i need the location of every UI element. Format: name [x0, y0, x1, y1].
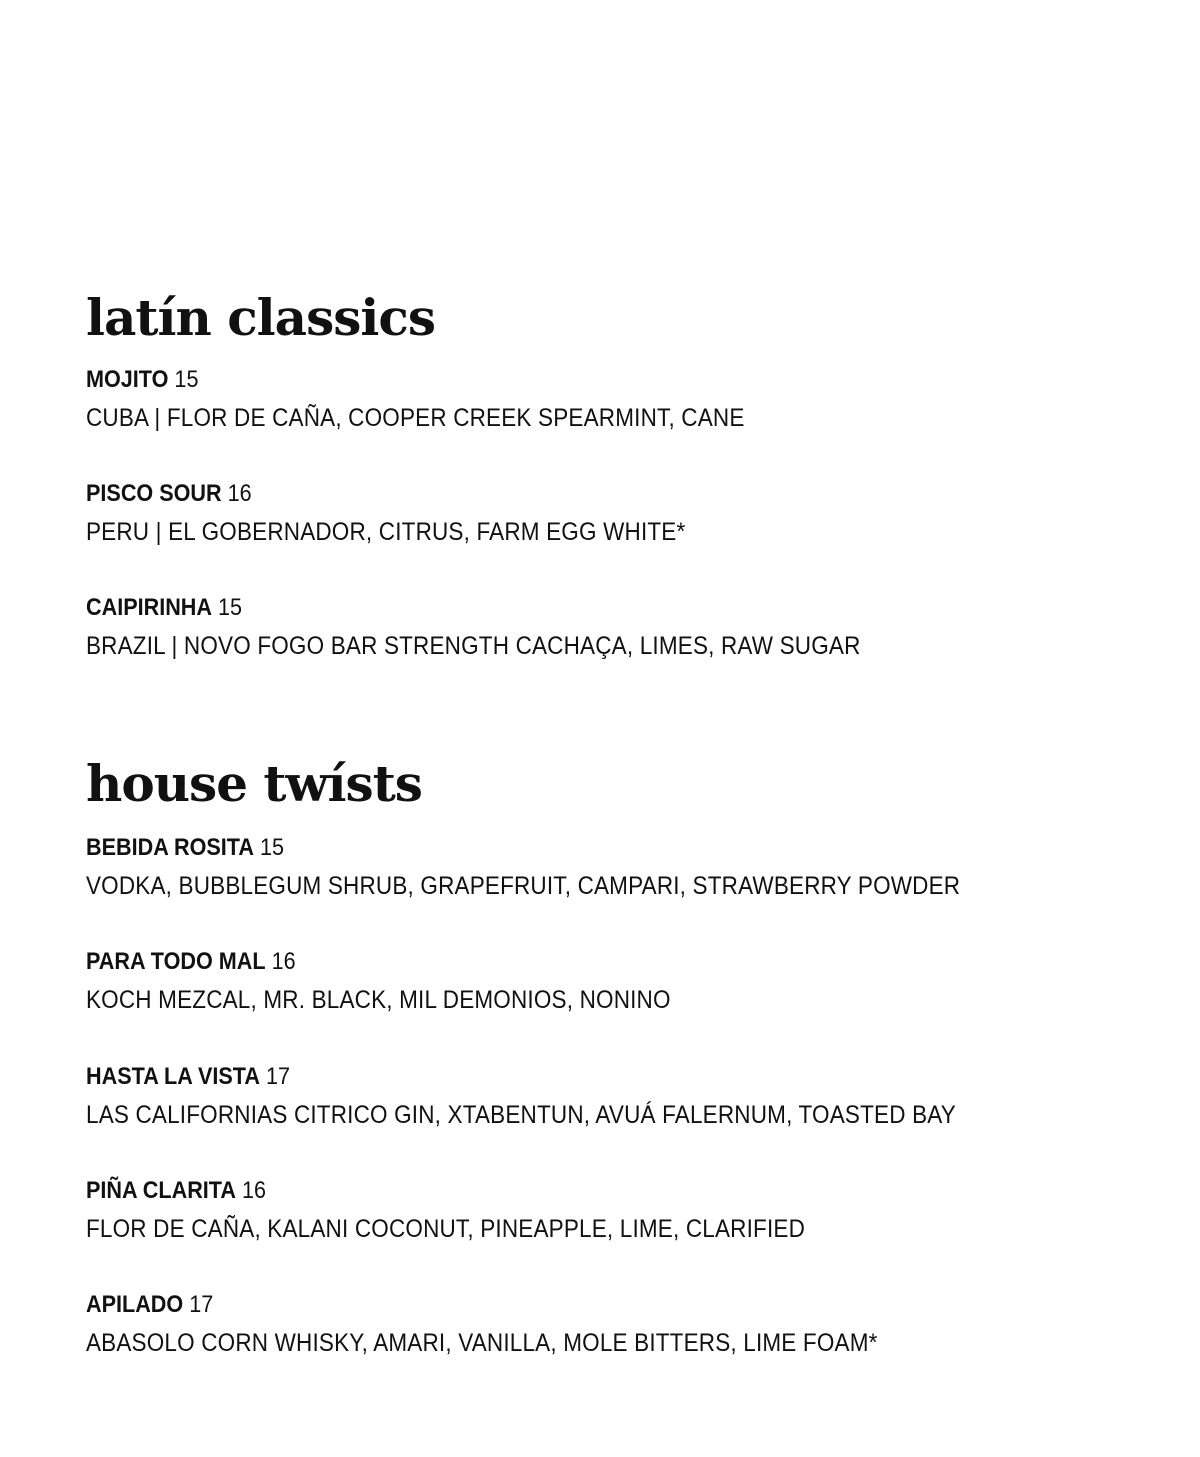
- item-heading: [86, 948, 1058, 976]
- menu-item: [86, 1063, 1166, 1129]
- section-title-house-twists: house twísts: [86, 754, 422, 813]
- item-description: CUBA | FLOR DE CAÑA, COOPER CREEK SPEARMINT, CANE: [86, 404, 745, 432]
- item-heading: [86, 366, 1058, 394]
- item-heading: [86, 1063, 1058, 1091]
- item-price: 16: [241, 1177, 267, 1204]
- item-price: 15: [260, 834, 285, 861]
- item-name: MOJITO: [86, 366, 169, 393]
- item-name: CAIPIRINHA: [86, 594, 213, 621]
- item-description: FLOR DE CAÑA, KALANI COCONUT, PINEAPPLE, LIME, CLARIFIED: [86, 1215, 806, 1243]
- section-title-latin-classics: latín classics: [86, 288, 435, 347]
- menu-item: [86, 834, 1166, 900]
- menu-item: [86, 1177, 1166, 1243]
- item-name: PARA TODO MAL: [86, 948, 266, 975]
- menu-item: [86, 1291, 1166, 1357]
- menu-item: [86, 948, 1166, 1014]
- item-name: APILADO: [86, 1291, 184, 1318]
- item-price: 15: [174, 366, 199, 393]
- item-heading: [86, 594, 1058, 622]
- item-price: 16: [227, 480, 252, 507]
- item-name: PISCO SOUR: [86, 480, 222, 507]
- item-description: KOCH MEZCAL, MR. BLACK, MIL DEMONIOS, NONINO: [86, 986, 671, 1014]
- menu-item: [86, 480, 1166, 546]
- item-description: ABASOLO CORN WHISKY, AMARI, VANILLA, MOLE BITTERS, LIME FOAM*: [86, 1329, 878, 1357]
- item-description: PERU | EL GOBERNADOR, CITRUS, FARM EGG WHITE*: [86, 518, 686, 546]
- item-heading: [86, 1177, 1058, 1205]
- item-description: VODKA, BUBBLEGUM SHRUB, GRAPEFRUIT, CAMPARI, STRAWBERRY POWDER: [86, 872, 961, 900]
- item-name: BEBIDA ROSITA: [86, 834, 255, 861]
- item-price: 16: [271, 948, 296, 975]
- item-heading: [86, 834, 1058, 862]
- menu-item: [86, 594, 1166, 660]
- item-description: BRAZIL | NOVO FOGO BAR STRENGTH CACHAÇA, LIMES, RAW SUGAR: [86, 632, 861, 660]
- item-price: 17: [189, 1291, 214, 1318]
- item-description: LAS CALIFORNIAS CITRICO GIN, XTABENTUN, AVUÁ FALERNUM, TOASTED BAY: [86, 1101, 956, 1129]
- item-heading: [86, 480, 1058, 508]
- menu-item: [86, 366, 1166, 432]
- item-name: PIÑA CLARITA: [86, 1177, 236, 1204]
- item-name: HASTA LA VISTA: [86, 1063, 260, 1090]
- item-price: 15: [218, 594, 243, 621]
- item-heading: [86, 1291, 1058, 1319]
- item-price: 17: [266, 1063, 291, 1090]
